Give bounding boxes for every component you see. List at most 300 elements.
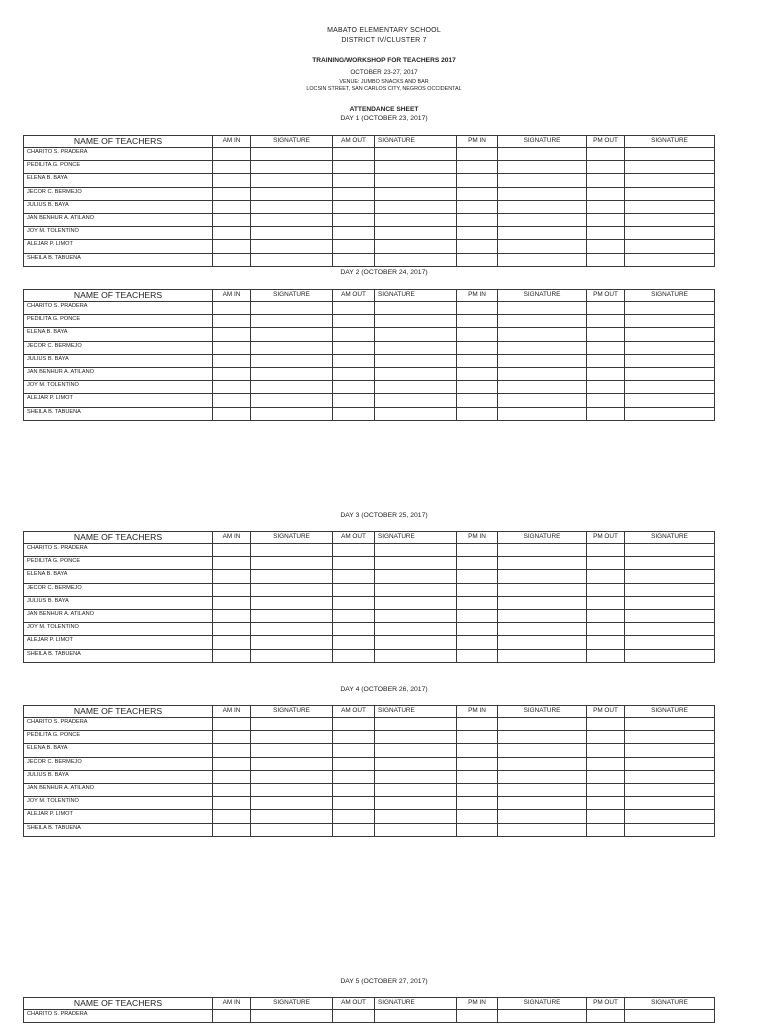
pm-out-cell[interactable]	[587, 557, 625, 570]
am-in-signature-cell[interactable]	[251, 407, 333, 420]
pm-out-signature-cell[interactable]	[625, 823, 715, 836]
pm-out-cell[interactable]	[587, 596, 625, 609]
am-in-signature-cell[interactable]	[251, 1010, 333, 1023]
am-out-cell[interactable]	[333, 341, 375, 354]
pm-in-cell[interactable]	[457, 407, 498, 420]
am-in-signature-cell[interactable]	[251, 757, 333, 770]
pm-out-signature-cell[interactable]	[625, 407, 715, 420]
am-in-signature-cell[interactable]	[251, 240, 333, 253]
pm-out-signature-cell[interactable]	[625, 544, 715, 557]
pm-out-cell[interactable]	[587, 810, 625, 823]
am-in-signature-cell[interactable]	[251, 583, 333, 596]
am-out-signature-cell[interactable]	[375, 544, 457, 557]
am-in-cell[interactable]	[213, 583, 251, 596]
pm-in-signature-cell[interactable]	[498, 407, 587, 420]
am-in-cell[interactable]	[213, 200, 251, 213]
am-out-cell[interactable]	[333, 213, 375, 226]
pm-out-cell[interactable]	[587, 1010, 625, 1023]
pm-out-signature-cell[interactable]	[625, 187, 715, 200]
pm-out-signature-cell[interactable]	[625, 770, 715, 783]
pm-out-cell[interactable]	[587, 253, 625, 266]
pm-out-cell[interactable]	[587, 161, 625, 174]
am-out-signature-cell[interactable]	[375, 636, 457, 649]
pm-out-signature-cell[interactable]	[625, 240, 715, 253]
am-in-cell[interactable]	[213, 744, 251, 757]
am-in-cell[interactable]	[213, 354, 251, 367]
pm-in-cell[interactable]	[457, 544, 498, 557]
am-in-signature-cell[interactable]	[251, 161, 333, 174]
pm-in-cell[interactable]	[457, 240, 498, 253]
am-in-signature-cell[interactable]	[251, 354, 333, 367]
am-out-cell[interactable]	[333, 570, 375, 583]
am-out-cell[interactable]	[333, 1010, 375, 1023]
pm-out-cell[interactable]	[587, 757, 625, 770]
am-in-signature-cell[interactable]	[251, 649, 333, 662]
am-in-signature-cell[interactable]	[251, 367, 333, 380]
pm-out-cell[interactable]	[587, 623, 625, 636]
pm-out-cell[interactable]	[587, 200, 625, 213]
am-out-cell[interactable]	[333, 557, 375, 570]
pm-out-signature-cell[interactable]	[625, 148, 715, 161]
pm-out-signature-cell[interactable]	[625, 557, 715, 570]
am-in-cell[interactable]	[213, 240, 251, 253]
am-in-cell[interactable]	[213, 797, 251, 810]
pm-in-signature-cell[interactable]	[498, 718, 587, 731]
pm-in-signature-cell[interactable]	[498, 381, 587, 394]
am-out-cell[interactable]	[333, 148, 375, 161]
am-out-signature-cell[interactable]	[375, 596, 457, 609]
am-in-signature-cell[interactable]	[251, 328, 333, 341]
pm-in-cell[interactable]	[457, 823, 498, 836]
pm-in-signature-cell[interactable]	[498, 623, 587, 636]
am-in-signature-cell[interactable]	[251, 253, 333, 266]
am-out-cell[interactable]	[333, 757, 375, 770]
am-out-signature-cell[interactable]	[375, 367, 457, 380]
am-out-cell[interactable]	[333, 823, 375, 836]
pm-out-signature-cell[interactable]	[625, 810, 715, 823]
am-in-cell[interactable]	[213, 394, 251, 407]
pm-out-cell[interactable]	[587, 609, 625, 622]
pm-out-cell[interactable]	[587, 148, 625, 161]
am-out-cell[interactable]	[333, 354, 375, 367]
pm-in-signature-cell[interactable]	[498, 200, 587, 213]
am-out-cell[interactable]	[333, 315, 375, 328]
am-out-cell[interactable]	[333, 797, 375, 810]
am-out-signature-cell[interactable]	[375, 823, 457, 836]
am-out-signature-cell[interactable]	[375, 570, 457, 583]
pm-in-signature-cell[interactable]	[498, 731, 587, 744]
am-in-cell[interactable]	[213, 213, 251, 226]
am-out-cell[interactable]	[333, 240, 375, 253]
am-out-signature-cell[interactable]	[375, 407, 457, 420]
pm-out-signature-cell[interactable]	[625, 200, 715, 213]
pm-in-cell[interactable]	[457, 381, 498, 394]
pm-in-cell[interactable]	[457, 609, 498, 622]
am-out-cell[interactable]	[333, 649, 375, 662]
pm-out-signature-cell[interactable]	[625, 174, 715, 187]
pm-out-cell[interactable]	[587, 367, 625, 380]
am-in-signature-cell[interactable]	[251, 341, 333, 354]
pm-out-signature-cell[interactable]	[625, 302, 715, 315]
pm-in-signature-cell[interactable]	[498, 148, 587, 161]
am-out-cell[interactable]	[333, 200, 375, 213]
am-out-signature-cell[interactable]	[375, 770, 457, 783]
am-out-signature-cell[interactable]	[375, 253, 457, 266]
am-in-cell[interactable]	[213, 570, 251, 583]
pm-in-signature-cell[interactable]	[498, 253, 587, 266]
pm-in-signature-cell[interactable]	[498, 557, 587, 570]
pm-in-signature-cell[interactable]	[498, 783, 587, 796]
pm-out-signature-cell[interactable]	[625, 744, 715, 757]
pm-in-signature-cell[interactable]	[498, 609, 587, 622]
pm-in-cell[interactable]	[457, 557, 498, 570]
am-in-signature-cell[interactable]	[251, 394, 333, 407]
pm-out-cell[interactable]	[587, 407, 625, 420]
pm-out-cell[interactable]	[587, 174, 625, 187]
pm-out-cell[interactable]	[587, 570, 625, 583]
am-in-cell[interactable]	[213, 227, 251, 240]
am-in-signature-cell[interactable]	[251, 636, 333, 649]
am-out-cell[interactable]	[333, 810, 375, 823]
pm-out-cell[interactable]	[587, 583, 625, 596]
pm-in-cell[interactable]	[457, 253, 498, 266]
pm-in-signature-cell[interactable]	[498, 227, 587, 240]
am-out-signature-cell[interactable]	[375, 1010, 457, 1023]
am-in-cell[interactable]	[213, 636, 251, 649]
am-in-cell[interactable]	[213, 174, 251, 187]
am-out-cell[interactable]	[333, 544, 375, 557]
am-in-cell[interactable]	[213, 770, 251, 783]
am-out-signature-cell[interactable]	[375, 797, 457, 810]
am-out-cell[interactable]	[333, 596, 375, 609]
am-in-signature-cell[interactable]	[251, 570, 333, 583]
am-out-signature-cell[interactable]	[375, 557, 457, 570]
pm-in-signature-cell[interactable]	[498, 583, 587, 596]
pm-out-signature-cell[interactable]	[625, 394, 715, 407]
am-in-cell[interactable]	[213, 341, 251, 354]
am-out-cell[interactable]	[333, 783, 375, 796]
am-in-signature-cell[interactable]	[251, 187, 333, 200]
pm-out-signature-cell[interactable]	[625, 609, 715, 622]
am-out-cell[interactable]	[333, 623, 375, 636]
am-out-signature-cell[interactable]	[375, 200, 457, 213]
am-in-signature-cell[interactable]	[251, 623, 333, 636]
pm-out-cell[interactable]	[587, 823, 625, 836]
pm-out-cell[interactable]	[587, 227, 625, 240]
pm-in-signature-cell[interactable]	[498, 354, 587, 367]
am-out-cell[interactable]	[333, 367, 375, 380]
pm-out-signature-cell[interactable]	[625, 757, 715, 770]
pm-in-cell[interactable]	[457, 341, 498, 354]
am-out-signature-cell[interactable]	[375, 718, 457, 731]
am-in-cell[interactable]	[213, 1010, 251, 1023]
am-in-cell[interactable]	[213, 731, 251, 744]
pm-out-cell[interactable]	[587, 315, 625, 328]
am-out-signature-cell[interactable]	[375, 583, 457, 596]
pm-in-cell[interactable]	[457, 770, 498, 783]
pm-in-signature-cell[interactable]	[498, 636, 587, 649]
pm-out-cell[interactable]	[587, 341, 625, 354]
am-out-cell[interactable]	[333, 583, 375, 596]
pm-out-signature-cell[interactable]	[625, 583, 715, 596]
pm-in-signature-cell[interactable]	[498, 770, 587, 783]
pm-out-signature-header: SIGNATURE	[625, 136, 715, 148]
pm-out-cell[interactable]	[587, 797, 625, 810]
am-out-signature-cell[interactable]	[375, 609, 457, 622]
am-out-cell[interactable]	[333, 744, 375, 757]
pm-out-signature-cell[interactable]	[625, 354, 715, 367]
pm-out-cell[interactable]	[587, 302, 625, 315]
pm-in-signature-cell[interactable]	[498, 570, 587, 583]
am-out-cell[interactable]	[333, 328, 375, 341]
am-in-signature-cell[interactable]	[251, 174, 333, 187]
am-out-signature-cell[interactable]	[375, 649, 457, 662]
am-in-signature-cell[interactable]	[251, 744, 333, 757]
pm-out-cell[interactable]	[587, 718, 625, 731]
am-in-signature-cell[interactable]	[251, 315, 333, 328]
pm-in-signature-cell[interactable]	[498, 213, 587, 226]
am-out-signature-cell[interactable]	[375, 227, 457, 240]
pm-out-signature-cell[interactable]	[625, 161, 715, 174]
pm-out-cell[interactable]	[587, 213, 625, 226]
am-in-signature-cell[interactable]	[251, 213, 333, 226]
pm-in-signature-cell[interactable]	[498, 1010, 587, 1023]
pm-in-cell[interactable]	[457, 354, 498, 367]
am-out-cell[interactable]	[333, 302, 375, 315]
pm-in-cell[interactable]	[457, 623, 498, 636]
pm-out-signature-cell[interactable]	[625, 623, 715, 636]
pm-out-signature-cell[interactable]	[625, 381, 715, 394]
pm-out-cell[interactable]	[587, 770, 625, 783]
am-in-cell[interactable]	[213, 609, 251, 622]
am-out-signature-cell[interactable]	[375, 744, 457, 757]
pm-in-cell[interactable]	[457, 1010, 498, 1023]
pm-in-cell[interactable]	[457, 187, 498, 200]
pm-out-cell[interactable]	[587, 381, 625, 394]
pm-in-cell[interactable]	[457, 744, 498, 757]
am-out-signature-cell[interactable]	[375, 341, 457, 354]
pm-in-cell[interactable]	[457, 174, 498, 187]
am-out-signature-cell[interactable]	[375, 213, 457, 226]
am-out-cell[interactable]	[333, 227, 375, 240]
am-in-signature-cell[interactable]	[251, 783, 333, 796]
pm-in-signature-cell[interactable]	[498, 302, 587, 315]
am-in-cell[interactable]	[213, 367, 251, 380]
am-in-signature-cell[interactable]	[251, 797, 333, 810]
am-in-cell[interactable]	[213, 253, 251, 266]
pm-in-cell[interactable]	[457, 394, 498, 407]
am-out-cell[interactable]	[333, 253, 375, 266]
pm-out-signature-cell[interactable]	[625, 367, 715, 380]
pm-in-cell[interactable]	[457, 649, 498, 662]
am-out-signature-cell[interactable]	[375, 623, 457, 636]
am-in-cell[interactable]	[213, 315, 251, 328]
pm-in-signature-header: SIGNATURE	[498, 136, 587, 148]
pm-in-signature-cell[interactable]	[498, 823, 587, 836]
am-in-cell[interactable]	[213, 161, 251, 174]
pm-in-signature-cell[interactable]	[498, 187, 587, 200]
am-in-cell[interactable]	[213, 649, 251, 662]
am-in-cell[interactable]	[213, 328, 251, 341]
pm-in-signature-cell[interactable]	[498, 649, 587, 662]
am-in-signature-cell[interactable]	[251, 381, 333, 394]
am-in-cell[interactable]	[213, 148, 251, 161]
am-out-signature-cell[interactable]	[375, 354, 457, 367]
am-in-signature-cell[interactable]	[251, 823, 333, 836]
pm-in-cell[interactable]	[457, 148, 498, 161]
pm-out-cell[interactable]	[587, 328, 625, 341]
am-out-signature-cell[interactable]	[375, 302, 457, 315]
am-in-cell[interactable]	[213, 557, 251, 570]
am-out-signature-cell[interactable]	[375, 187, 457, 200]
am-in-signature-cell[interactable]	[251, 770, 333, 783]
pm-out-cell[interactable]	[587, 744, 625, 757]
am-out-cell[interactable]	[333, 731, 375, 744]
am-in-signature-cell[interactable]	[251, 200, 333, 213]
pm-in-cell[interactable]	[457, 596, 498, 609]
am-out-signature-cell[interactable]	[375, 757, 457, 770]
am-in-cell[interactable]	[213, 596, 251, 609]
am-out-cell[interactable]	[333, 161, 375, 174]
pm-in-signature-cell[interactable]	[498, 161, 587, 174]
am-in-signature-cell[interactable]	[251, 609, 333, 622]
pm-out-signature-cell[interactable]	[625, 783, 715, 796]
pm-in-cell[interactable]	[457, 200, 498, 213]
am-in-cell[interactable]	[213, 783, 251, 796]
pm-in-signature-cell[interactable]	[498, 797, 587, 810]
pm-out-cell[interactable]	[587, 783, 625, 796]
am-out-cell[interactable]	[333, 718, 375, 731]
am-out-cell[interactable]	[333, 636, 375, 649]
pm-in-cell[interactable]	[457, 227, 498, 240]
pm-in-cell[interactable]	[457, 328, 498, 341]
pm-in-cell[interactable]	[457, 636, 498, 649]
pm-in-cell[interactable]	[457, 757, 498, 770]
pm-in-cell[interactable]	[457, 810, 498, 823]
pm-out-cell[interactable]	[587, 649, 625, 662]
pm-out-signature-cell[interactable]	[625, 636, 715, 649]
pm-in-signature-cell[interactable]	[498, 544, 587, 557]
am-out-signature-cell[interactable]	[375, 731, 457, 744]
pm-in-cell[interactable]	[457, 213, 498, 226]
pm-out-cell[interactable]	[587, 354, 625, 367]
am-in-signature-cell[interactable]	[251, 718, 333, 731]
pm-in-cell[interactable]	[457, 161, 498, 174]
am-out-signature-cell[interactable]	[375, 174, 457, 187]
am-in-cell[interactable]	[213, 757, 251, 770]
pm-out-signature-cell[interactable]	[625, 649, 715, 662]
pm-out-signature-cell[interactable]	[625, 315, 715, 328]
am-out-cell[interactable]	[333, 381, 375, 394]
pm-in-cell[interactable]	[457, 302, 498, 315]
am-in-cell[interactable]	[213, 623, 251, 636]
pm-in-cell[interactable]	[457, 718, 498, 731]
table-row	[24, 200, 715, 213]
pm-in-cell[interactable]	[457, 315, 498, 328]
pm-in-cell[interactable]	[457, 583, 498, 596]
am-in-signature-cell[interactable]	[251, 544, 333, 557]
pm-in-signature-cell[interactable]	[498, 341, 587, 354]
pm-out-cell[interactable]	[587, 731, 625, 744]
am-in-signature-cell[interactable]	[251, 731, 333, 744]
pm-out-signature-cell[interactable]	[625, 570, 715, 583]
pm-out-signature-cell[interactable]	[625, 213, 715, 226]
pm-in-signature-cell[interactable]	[498, 810, 587, 823]
am-in-signature-cell[interactable]	[251, 302, 333, 315]
pm-in-signature-cell[interactable]	[498, 744, 587, 757]
am-in-cell[interactable]	[213, 187, 251, 200]
am-in-signature-cell[interactable]	[251, 148, 333, 161]
pm-out-cell[interactable]	[587, 240, 625, 253]
am-in-cell[interactable]	[213, 302, 251, 315]
am-in-signature-cell[interactable]	[251, 227, 333, 240]
pm-in-signature-cell[interactable]	[498, 240, 587, 253]
pm-in-cell[interactable]	[457, 731, 498, 744]
am-out-signature-cell[interactable]	[375, 394, 457, 407]
am-out-cell[interactable]	[333, 174, 375, 187]
pm-out-cell[interactable]	[587, 544, 625, 557]
pm-in-signature-cell[interactable]	[498, 367, 587, 380]
am-in-cell[interactable]	[213, 544, 251, 557]
pm-out-signature-cell[interactable]	[625, 227, 715, 240]
am-out-cell[interactable]	[333, 187, 375, 200]
pm-out-signature-cell[interactable]	[625, 341, 715, 354]
pm-in-cell[interactable]	[457, 367, 498, 380]
pm-in-signature-cell[interactable]	[498, 394, 587, 407]
pm-out-signature-cell[interactable]	[625, 797, 715, 810]
pm-out-cell[interactable]	[587, 394, 625, 407]
pm-in-cell[interactable]	[457, 797, 498, 810]
pm-out-signature-cell[interactable]	[625, 596, 715, 609]
am-out-cell[interactable]	[333, 407, 375, 420]
am-in-cell[interactable]	[213, 718, 251, 731]
am-in-cell[interactable]	[213, 823, 251, 836]
am-out-signature-cell[interactable]	[375, 161, 457, 174]
pm-out-cell[interactable]	[587, 187, 625, 200]
am-out-signature-cell[interactable]	[375, 315, 457, 328]
pm-in-cell[interactable]	[457, 570, 498, 583]
pm-in-signature-cell[interactable]	[498, 328, 587, 341]
am-out-signature-cell[interactable]	[375, 240, 457, 253]
am-out-signature-cell[interactable]	[375, 381, 457, 394]
am-in-cell[interactable]	[213, 810, 251, 823]
am-in-cell[interactable]	[213, 407, 251, 420]
am-out-signature-cell[interactable]	[375, 328, 457, 341]
pm-out-signature-cell[interactable]	[625, 731, 715, 744]
pm-in-signature-cell[interactable]	[498, 174, 587, 187]
am-out-signature-cell[interactable]	[375, 783, 457, 796]
pm-out-signature-cell[interactable]	[625, 328, 715, 341]
am-in-signature-cell[interactable]	[251, 810, 333, 823]
pm-out-signature-cell[interactable]	[625, 253, 715, 266]
pm-out-cell[interactable]	[587, 636, 625, 649]
pm-in-signature-cell[interactable]	[498, 315, 587, 328]
am-in-cell[interactable]	[213, 381, 251, 394]
am-out-cell[interactable]	[333, 609, 375, 622]
pm-in-signature-cell[interactable]	[498, 757, 587, 770]
pm-in-cell[interactable]	[457, 783, 498, 796]
am-in-signature-cell[interactable]	[251, 557, 333, 570]
am-out-signature-cell[interactable]	[375, 810, 457, 823]
am-out-cell[interactable]	[333, 770, 375, 783]
table-row	[24, 213, 715, 226]
pm-in-signature-cell[interactable]	[498, 596, 587, 609]
pm-out-signature-cell[interactable]	[625, 1010, 715, 1023]
am-out-signature-cell[interactable]	[375, 148, 457, 161]
am-out-cell[interactable]	[333, 394, 375, 407]
pm-out-signature-cell[interactable]	[625, 718, 715, 731]
am-in-signature-cell[interactable]	[251, 596, 333, 609]
